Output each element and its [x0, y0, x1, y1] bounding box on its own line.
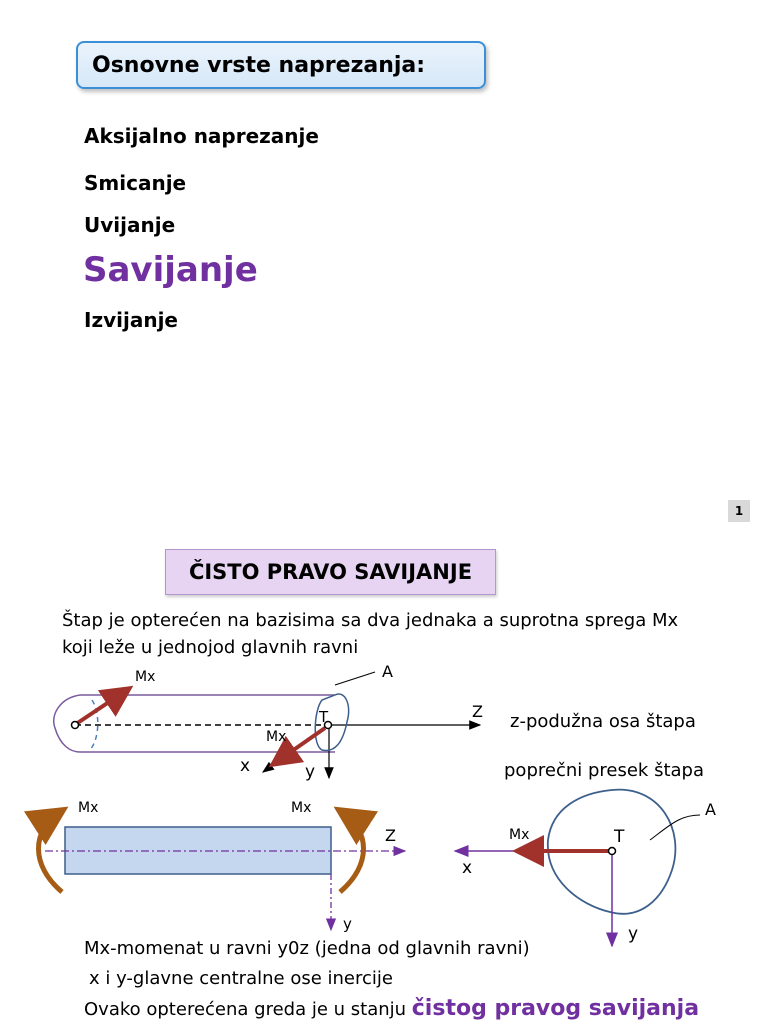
label-y-top: y: [305, 762, 316, 782]
label-y-bottom: y: [343, 915, 352, 933]
cross-section: [455, 790, 700, 946]
label-z-top: Z: [472, 702, 483, 721]
bottom-line-3-highlight: čistog pravog savijanja: [411, 996, 700, 1021]
bottom-line-2: x i y-glavne centralne ose inercije: [89, 968, 393, 989]
beam-2d: [39, 812, 406, 930]
label-z-bottom: Z: [385, 826, 396, 845]
label-t-top: T: [319, 708, 329, 726]
label-mx-cs: Mx: [509, 827, 530, 843]
item-aksijalno: Aksijalno naprezanje: [84, 124, 319, 148]
label-mx-left: Mx: [135, 669, 156, 685]
item-savijanje: Savijanje: [83, 250, 258, 290]
cross-section-caption: poprečni presek štapa: [504, 760, 704, 781]
bottom-line-1: Mx-momenat u ravni y0z (jedna od glavnih ravni): [84, 938, 530, 959]
slide1-title: Osnovne vrste naprezanja:: [76, 41, 486, 89]
label-x-top: x: [240, 756, 251, 776]
bottom-line-3-prefix: Ovako opterećena greda je u stanju: [84, 999, 412, 1020]
intro-line-1: Štap je opterećen na bazisima sa dva jednaka a suprotna sprega Mx: [62, 610, 679, 631]
label-y-cs: y: [628, 924, 639, 944]
z-axis-caption: z-podužna osa štapa: [510, 711, 696, 732]
item-uvijanje: Uvijanje: [84, 213, 176, 237]
label-x-cs: x: [462, 858, 473, 878]
intro-line-2: koji leže u jednojod glavnih ravni: [62, 637, 359, 658]
beam-3d: [54, 672, 480, 778]
label-a-bottom: A: [705, 800, 716, 819]
slide2-title: ČISTO PRAVO SAVIJANJE: [165, 549, 496, 595]
page-number: 1: [728, 500, 750, 522]
item-smicanje: Smicanje: [84, 171, 187, 195]
item-izvijanje: Izvijanje: [84, 308, 178, 332]
label-mx-right: Mx: [266, 729, 287, 745]
bottom-line-3: [84, 996, 699, 1021]
label-t-bottom: T: [614, 827, 625, 847]
label-mx-bl: Mx: [78, 800, 99, 816]
label-mx-br: Mx: [291, 800, 312, 816]
label-a-top: A: [382, 662, 393, 681]
